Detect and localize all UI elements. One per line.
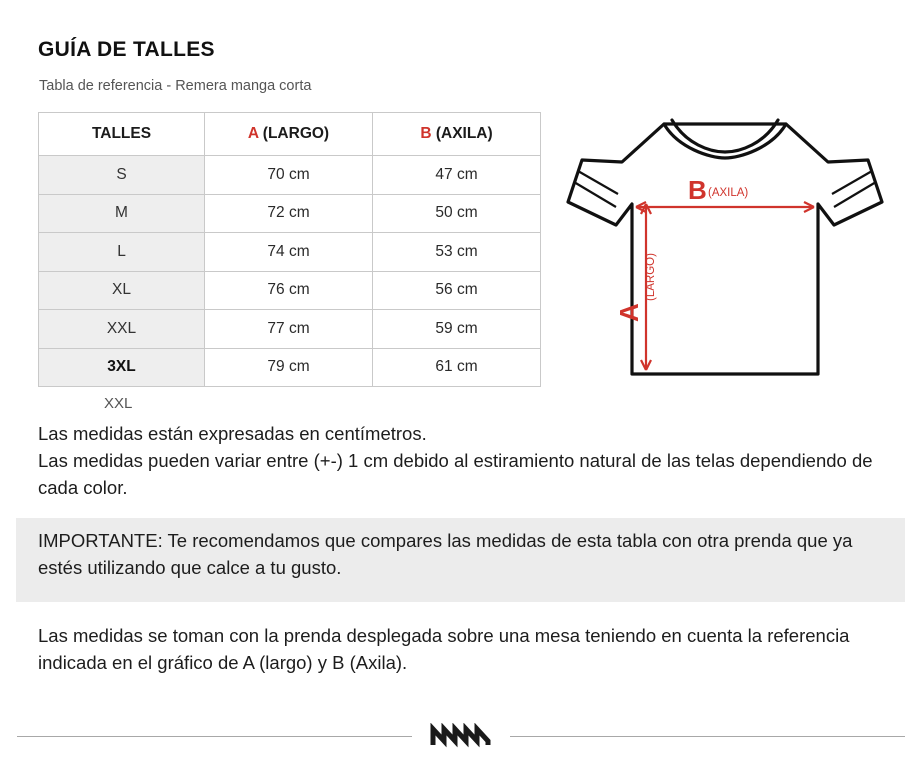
diagram-label-b: B [688, 175, 707, 205]
cell-largo: 76 cm [205, 271, 373, 310]
footer [0, 716, 921, 756]
cell-size: XXL [39, 310, 205, 349]
page-subtitle: Tabla de referencia - Remera manga corta [39, 78, 312, 94]
column-header-axila [373, 113, 541, 156]
footer-rule-right [510, 736, 905, 737]
cell-size: XL [39, 271, 205, 310]
footer-rule-left [17, 736, 412, 737]
size-table [38, 112, 541, 387]
important-note: IMPORTANTE: Te recomendamos que compares las medidas de esta tabla con otra prenda que ya estés utilizando que calce a tu gusto. [38, 530, 853, 578]
cell-size: 3XL [39, 348, 205, 387]
cell-axila: 50 cm [373, 194, 541, 233]
measurement-notes [38, 420, 883, 501]
table-row [39, 156, 541, 195]
cell-axila: 53 cm [373, 233, 541, 272]
cell-size: M [39, 194, 205, 233]
column-header-largo-unit: (LARGO) [258, 125, 330, 142]
table-header-row [39, 113, 541, 156]
page-title: GUÍA DE TALLES [38, 38, 215, 61]
column-header-largo-letter: A [247, 125, 259, 142]
diagram-label-b-unit: (AXILA) [708, 187, 749, 199]
table-row [39, 194, 541, 233]
cell-size: S [39, 156, 205, 195]
diagram-label-a-unit: (LARGO) [645, 253, 657, 301]
final-note: Las medidas se toman con la prenda desplegada sobre una mesa teniendo en cuenta la referencia indicada en el gráfico de A (largo) y B (Axila). [38, 625, 850, 673]
cell-largo: 70 cm [205, 156, 373, 195]
cell-largo: 79 cm [205, 348, 373, 387]
cell-largo: 72 cm [205, 194, 373, 233]
note-line-2: Las medidas pueden variar entre (+-) 1 cm debido al estiramiento natural de las telas dependiendo de cada color. [38, 450, 873, 498]
column-header-sizes: TALLES [39, 113, 205, 156]
tshirt-diagram [560, 86, 890, 391]
cell-axila: 61 cm [373, 348, 541, 387]
table-row [39, 348, 541, 387]
cell-largo: 77 cm [205, 310, 373, 349]
column-header-axila-letter: B [420, 125, 432, 142]
table-row [39, 310, 541, 349]
zigzag-logo-icon [430, 723, 492, 749]
column-header-axila-unit: (AXILA) [431, 125, 493, 142]
note-line-1: Las medidas están expresadas en centímetros. [38, 423, 427, 444]
table-row [39, 233, 541, 272]
cell-axila: 47 cm [373, 156, 541, 195]
diagram-label-a: A [614, 303, 644, 322]
cell-axila: 56 cm [373, 271, 541, 310]
column-header-largo [205, 113, 373, 156]
cell-size: L [39, 233, 205, 272]
table-row [39, 271, 541, 310]
stray-size-label: XXL [104, 395, 133, 412]
cell-axila: 59 cm [373, 310, 541, 349]
cell-largo: 74 cm [205, 233, 373, 272]
